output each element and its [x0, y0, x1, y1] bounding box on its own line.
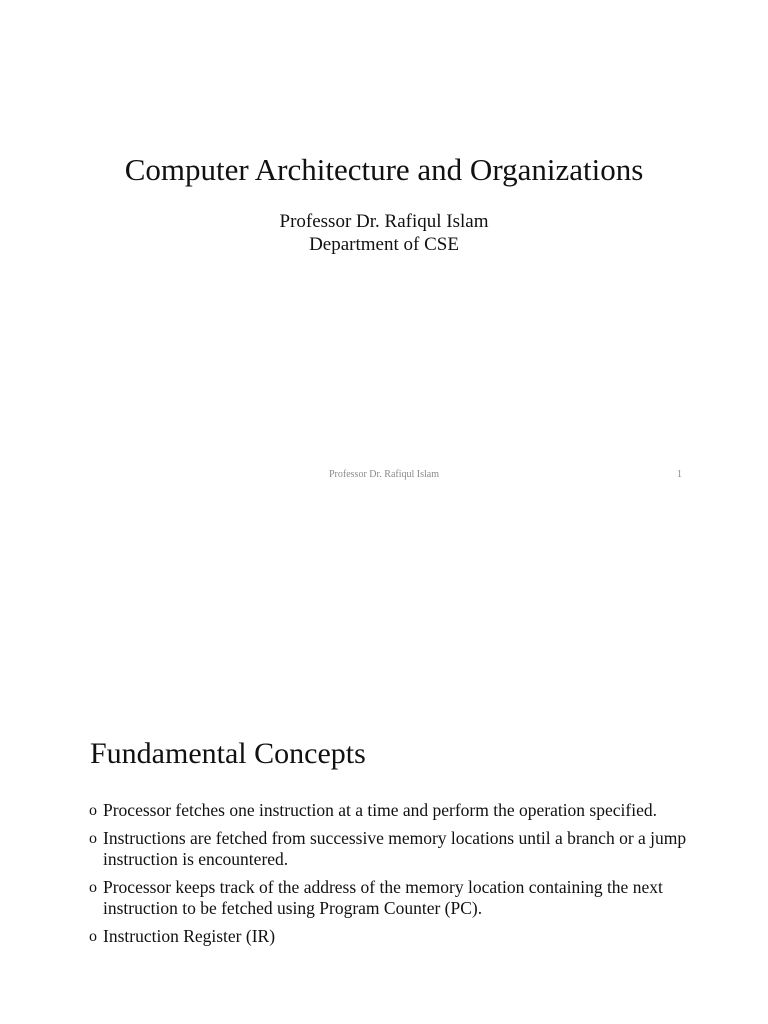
bullet-list — [89, 800, 689, 954]
bullet-item — [89, 828, 689, 870]
presenter-name: Professor Dr. Rafiqul Islam — [279, 211, 489, 232]
title-slide — [0, 0, 768, 500]
bullet-text: Instructions are fetched from successive memory locations until a branch or a jump instruction is encountered. — [103, 828, 687, 869]
bullet-marker-icon: o — [89, 802, 97, 819]
bullet-marker-icon: o — [89, 928, 97, 945]
bullet-marker-icon: o — [89, 879, 97, 896]
page-number: 1 — [677, 469, 682, 480]
department-name: Department of CSE — [309, 234, 459, 255]
slide-heading: Fundamental Concepts — [90, 737, 366, 770]
slide-title: Computer Architecture and Organizations — [124, 152, 644, 187]
bullet-text: Processor keeps track of the address of the memory location containing the next instruction to be fetched using Program Counter (PC). — [103, 877, 663, 918]
slide-footer: Professor Dr. Rafiqul Islam — [329, 469, 439, 480]
bullet-text: Instruction Register (IR) — [103, 926, 276, 946]
bullet-item — [89, 926, 689, 947]
bullet-item — [89, 800, 689, 821]
content-slide — [0, 500, 768, 1024]
bullet-text: Processor fetches one instruction at a time and perform the operation specified. — [103, 800, 657, 820]
bullet-marker-icon: o — [89, 830, 97, 847]
bullet-item — [89, 877, 689, 919]
